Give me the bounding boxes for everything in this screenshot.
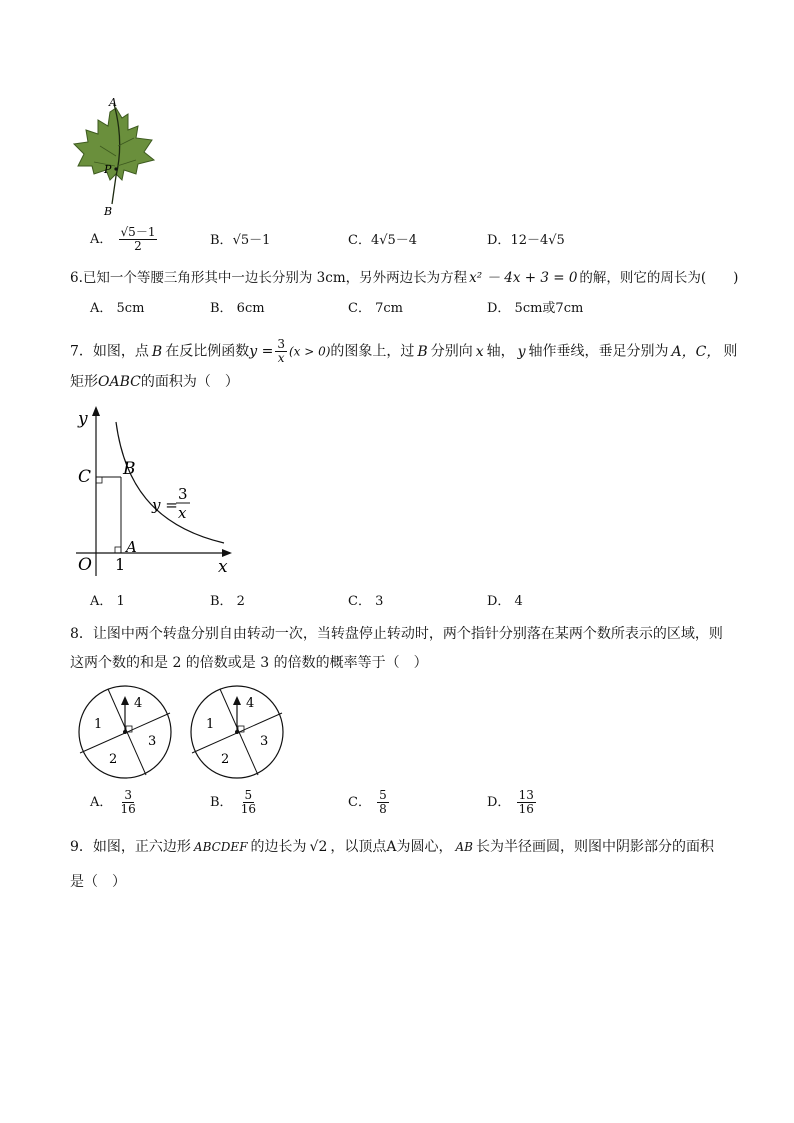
q9-stem-line1: 9．如图，正六边形 ABCDEF 的边长为 √2 ，以顶点A为圆心， AB 长为半径画圆，则图中阴影部分的面积	[70, 839, 714, 855]
q9-stem-line2: 是（ ）	[70, 874, 126, 890]
leaf-figure	[72, 96, 162, 221]
q7-option-a[interactable]: A． 1	[90, 594, 125, 609]
q6-option-c[interactable]: C． 7cm	[348, 301, 403, 316]
q8-option-a[interactable]: A． $\frac{3}{16}$	[90, 788, 136, 816]
q6-option-a[interactable]: A． 5cm	[90, 301, 145, 316]
leaf-label-p: P	[104, 163, 112, 176]
spinner-right-label-3: 3	[260, 734, 269, 749]
spinner-left	[76, 683, 174, 781]
q6-option-d[interactable]: D． 5cm或7cm	[487, 301, 584, 316]
hyperbola-curve	[116, 422, 224, 543]
graph-label-y: y	[78, 409, 88, 429]
q8-stem-line2: 这两个数的和是 2 的倍数或是 3 的倍数的概率等于（ ）	[70, 655, 428, 671]
q5-option-b[interactable]: B．√5－1	[210, 233, 271, 248]
q5-option-c[interactable]: C．4√5－4	[348, 233, 418, 248]
leaf-label-a: A	[109, 96, 117, 109]
graph-label-c: C	[78, 467, 92, 487]
q7-graph	[72, 404, 242, 580]
curve-label-den: x	[178, 504, 187, 522]
spinner-right	[188, 683, 286, 781]
spinner-left-label-2: 2	[109, 752, 118, 767]
q7-option-d[interactable]: D． 4	[487, 594, 523, 609]
spinner-left-label-4: 4	[134, 696, 143, 711]
q7-option-b[interactable]: B． 2	[210, 594, 245, 609]
graph-label-b: B	[123, 459, 136, 479]
graph-label-a: A	[126, 538, 137, 556]
graph-label-o: O	[78, 555, 92, 575]
q7-stem-line1: 7．如图，点 B 在反比例函数y = $\frac{3}{x}$ (x > 0)的图象上，过 B 分别向 x 轴， y 轴作垂线，垂足分别为 A，C， 则	[70, 337, 738, 365]
q5-option-d[interactable]: D．12－4√5	[487, 233, 565, 248]
spinner-right-label-2: 2	[221, 752, 230, 767]
q8-option-d[interactable]: D． $\frac{13}{16}$	[487, 788, 534, 816]
q7-option-c[interactable]: C． 3	[348, 594, 384, 609]
spinner-left-label-3: 3	[148, 734, 157, 749]
curve-label-y: y =	[152, 496, 178, 514]
q8-option-b[interactable]: B． $\frac{5}{16}$	[210, 788, 256, 816]
q7-stem-line2: 矩形OABC的面积为（ ）	[70, 374, 239, 390]
q8-option-c[interactable]: C． $\frac{5}{8}$	[348, 788, 387, 816]
leaf-shape	[74, 108, 154, 180]
leaf-label-b: B	[104, 205, 113, 218]
q6-option-b[interactable]: B． 6cm	[210, 301, 265, 316]
curve-label-num: 3	[178, 485, 188, 503]
graph-label-one: 1	[115, 555, 126, 574]
q8-stem-line1: 8．让图中两个转盘分别自由转动一次，当转盘停止转动时，两个指针分别落在某两个数所表示的区域，则	[70, 626, 723, 642]
spinner-right-label-4: 4	[246, 696, 255, 711]
spinner-left-label-1: 1	[94, 717, 103, 732]
spinner-right-label-1: 1	[206, 717, 215, 732]
q6-stem: 6.已知一个等腰三角形其中一边长分别为 3cm，另外两边长为方程 x² － 4x + 3 = 0 的解，则它的周长为( )	[70, 270, 739, 286]
q5-option-a[interactable]: A． $\frac{√5-1}{2}$	[90, 225, 156, 253]
graph-label-x: x	[218, 557, 228, 577]
